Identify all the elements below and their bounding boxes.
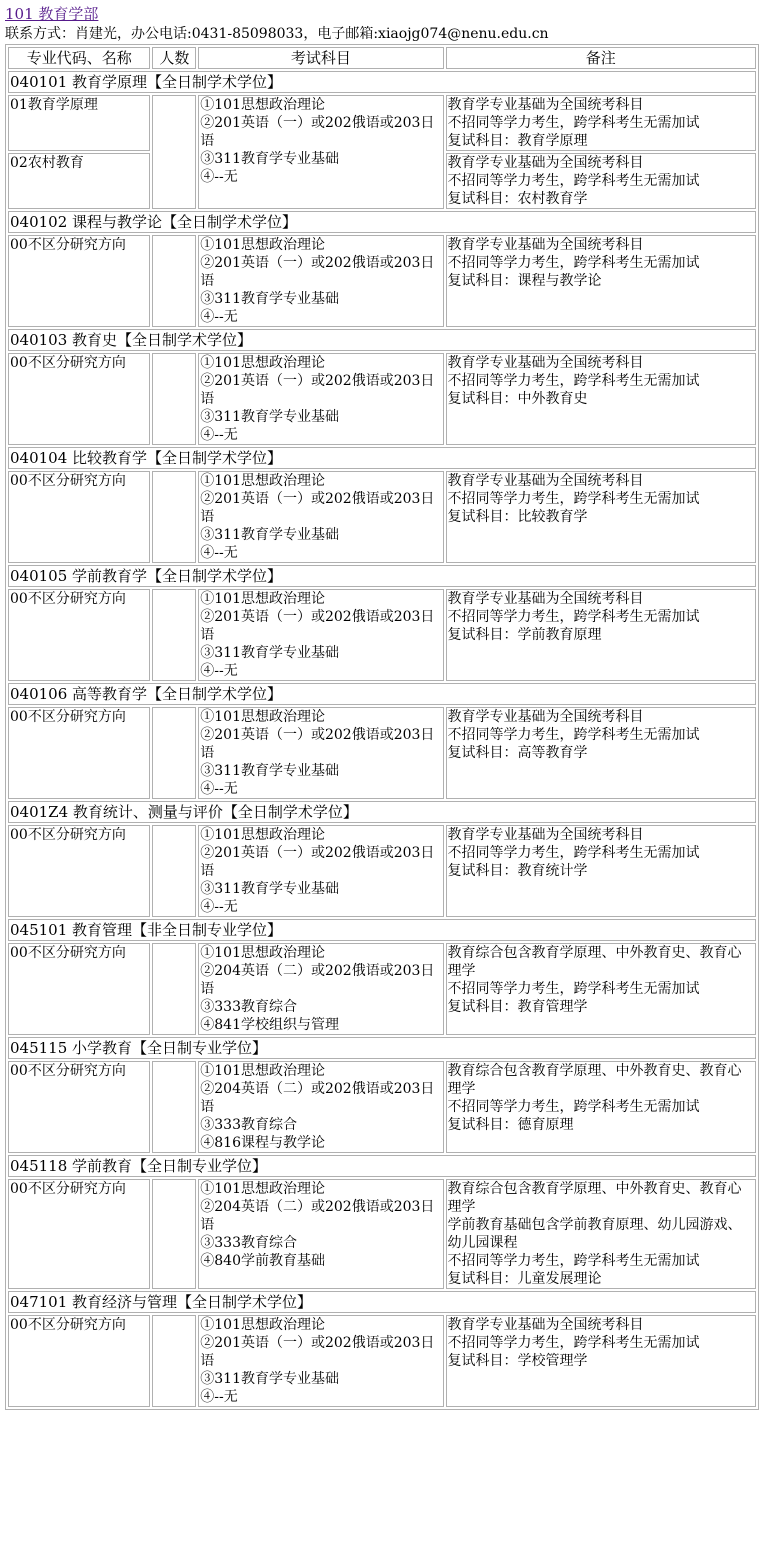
exam-subject-item: ③311教育学专业基础 — [200, 527, 339, 543]
header-major-code: 专业代码、名称 — [8, 47, 150, 69]
note-line: 教育学专业基础为全国统考科目 — [447, 1317, 644, 1333]
table-row — [8, 471, 756, 563]
table-row — [8, 1315, 756, 1407]
exam-subject-item: ①101思想政治理论 — [200, 945, 325, 961]
exam-subject-item: ②204英语（二）或202俄语或203日语 — [200, 963, 435, 997]
note-line: 教育学专业基础为全国统考科目 — [447, 97, 644, 113]
table-row — [8, 235, 756, 327]
exam-subject-item: ③311教育学专业基础 — [200, 291, 339, 307]
exam-subject-item: ①101思想政治理论 — [200, 473, 325, 489]
exam-subject-item: ③311教育学专业基础 — [200, 1371, 339, 1387]
exam-subject-item: ①101思想政治理论 — [200, 1181, 325, 1197]
header-notes: 备注 — [446, 47, 756, 69]
exam-subject-item: ③311教育学专业基础 — [200, 763, 339, 779]
exam-subject-item: ①101思想政治理论 — [200, 355, 325, 371]
header-exam-subjects: 考试科目 — [198, 47, 443, 69]
exam-subject-item: ③311教育学专业基础 — [200, 409, 339, 425]
notes-cell — [446, 1179, 756, 1289]
notes-cell — [446, 707, 756, 799]
research-direction: 00不区分研究方向 — [8, 825, 150, 917]
quota-cell — [152, 1061, 196, 1153]
quota-cell — [152, 471, 196, 563]
table-row — [8, 943, 756, 1035]
exam-subject-item: ②201英语（一）或202俄语或203日语 — [200, 255, 435, 289]
exam-subject-item: ②204英语（二）或202俄语或203日语 — [200, 1081, 435, 1115]
note-line: 不招同等学力考生，跨学科考生无需加试 — [447, 727, 700, 743]
major-title: 040102 课程与教学论【全日制学术学位】 — [8, 211, 756, 233]
table-row — [8, 95, 756, 151]
major-title: 047101 教育经济与管理【全日制学术学位】 — [8, 1291, 756, 1313]
contact-info: 联系方式：肖建光，办公电话:0431-85098033，电子邮箱:xiaojg074@nenu.edu.cn — [5, 26, 549, 42]
major-header-row — [8, 565, 756, 587]
research-direction: 00不区分研究方向 — [8, 471, 150, 563]
research-direction: 00不区分研究方向 — [8, 353, 150, 445]
note-line: 不招同等学力考生，跨学科考生无需加试 — [447, 173, 700, 189]
table-row — [8, 825, 756, 917]
quota-cell — [152, 95, 196, 209]
note-line: 教育学专业基础为全国统考科目 — [447, 591, 644, 607]
header-quota: 人数 — [152, 47, 196, 69]
major-title: 040103 教育史【全日制学术学位】 — [8, 329, 756, 351]
note-line: 教育学专业基础为全国统考科目 — [447, 355, 644, 371]
exam-subjects — [198, 1315, 443, 1407]
exam-subject-item: ②201英语（一）或202俄语或203日语 — [200, 115, 435, 149]
exam-subject-item: ①101思想政治理论 — [200, 97, 325, 113]
major-header-row — [8, 1037, 756, 1059]
note-line: 复试科目：农村教育学 — [447, 191, 588, 207]
major-title: 040104 比较教育学【全日制学术学位】 — [8, 447, 756, 469]
exam-subject-item: ③311教育学专业基础 — [200, 645, 339, 661]
department-link[interactable]: 101 教育学部 — [5, 5, 99, 23]
notes-cell — [446, 589, 756, 681]
note-line: 不招同等学力考生，跨学科考生无需加试 — [447, 255, 700, 271]
notes-cell — [446, 1315, 756, 1407]
major-title: 045115 小学教育【全日制专业学位】 — [8, 1037, 756, 1059]
research-direction: 00不区分研究方向 — [8, 1061, 150, 1153]
exam-subjects — [198, 943, 443, 1035]
exam-subject-item: ①101思想政治理论 — [200, 1063, 325, 1079]
note-line: 复试科目：儿童发展理论 — [447, 1271, 602, 1287]
exam-subject-item: ④--无 — [200, 899, 238, 915]
note-line: 复试科目：教育统计学 — [447, 863, 588, 879]
major-header-row — [8, 211, 756, 233]
note-line: 不招同等学力考生，跨学科考生无需加试 — [447, 1253, 700, 1269]
note-line: 学前教育基础包含学前教育原理、幼儿园游戏、幼儿园课程 — [447, 1217, 742, 1251]
note-line: 复试科目：教育学原理 — [447, 133, 588, 149]
major-title: 040101 教育学原理【全日制学术学位】 — [8, 71, 756, 93]
major-header-row — [8, 329, 756, 351]
exam-subjects — [198, 707, 443, 799]
table-row — [8, 353, 756, 445]
major-title: 045118 学前教育【全日制专业学位】 — [8, 1155, 756, 1177]
exam-subjects — [198, 825, 443, 917]
quota-cell — [152, 353, 196, 445]
note-line: 教育学专业基础为全国统考科目 — [447, 709, 644, 725]
note-line: 不招同等学力考生，跨学科考生无需加试 — [447, 115, 700, 131]
table-row — [8, 1179, 756, 1289]
major-header-row — [8, 1155, 756, 1177]
exam-subject-item: ①101思想政治理论 — [200, 591, 325, 607]
exam-subjects — [198, 235, 443, 327]
quota-cell — [152, 1315, 196, 1407]
major-header-row — [8, 801, 756, 823]
note-line: 不招同等学力考生，跨学科考生无需加试 — [447, 1099, 700, 1115]
major-title: 0401Z4 教育统计、测量与评价【全日制学术学位】 — [8, 801, 756, 823]
exam-subject-item: ④--无 — [200, 781, 238, 797]
major-header-row — [8, 1291, 756, 1313]
exam-subject-item: ③333教育综合 — [200, 1235, 297, 1251]
exam-subject-item: ③333教育综合 — [200, 1117, 297, 1133]
major-header-row — [8, 919, 756, 941]
exam-subjects — [198, 471, 443, 563]
note-line: 教育学专业基础为全国统考科目 — [447, 473, 644, 489]
program-table — [5, 44, 759, 1410]
major-title: 040106 高等教育学【全日制学术学位】 — [8, 683, 756, 705]
exam-subject-item: ④--无 — [200, 427, 238, 443]
note-line: 不招同等学力考生，跨学科考生无需加试 — [447, 373, 700, 389]
note-line: 不招同等学力考生，跨学科考生无需加试 — [447, 845, 700, 861]
note-line: 不招同等学力考生，跨学科考生无需加试 — [447, 1335, 700, 1351]
note-line: 复试科目：中外教育史 — [447, 391, 588, 407]
note-line: 教育综合包含教育学原理、中外教育史、教育心理学 — [447, 1181, 742, 1215]
quota-cell — [152, 707, 196, 799]
major-header-row — [8, 683, 756, 705]
note-line: 复试科目：学校管理学 — [447, 1353, 588, 1369]
exam-subject-item: ②201英语（一）或202俄语或203日语 — [200, 845, 435, 879]
exam-subjects — [198, 589, 443, 681]
exam-subjects — [198, 353, 443, 445]
exam-subject-item: ④841学校组织与管理 — [200, 1017, 339, 1033]
notes-cell — [446, 471, 756, 563]
table-body — [8, 71, 756, 1407]
exam-subject-item: ③311教育学专业基础 — [200, 881, 339, 897]
exam-subject-item: ④--无 — [200, 545, 238, 561]
research-direction: 02农村教育 — [8, 153, 150, 209]
quota-cell — [152, 943, 196, 1035]
note-line: 教育综合包含教育学原理、中外教育史、教育心理学 — [447, 945, 742, 979]
exam-subject-item: ①101思想政治理论 — [200, 827, 325, 843]
exam-subject-item: ②201英语（一）或202俄语或203日语 — [200, 1335, 435, 1369]
notes-cell — [446, 353, 756, 445]
table-row — [8, 707, 756, 799]
exam-subject-item: ②201英语（一）或202俄语或203日语 — [200, 491, 435, 525]
major-title: 040105 学前教育学【全日制学术学位】 — [8, 565, 756, 587]
note-line: 复试科目：比较教育学 — [447, 509, 588, 525]
notes-cell — [446, 943, 756, 1035]
exam-subject-item: ②201英语（一）或202俄语或203日语 — [200, 609, 435, 643]
quota-cell — [152, 589, 196, 681]
exam-subject-item: ④--无 — [200, 1389, 238, 1405]
research-direction: 00不区分研究方向 — [8, 589, 150, 681]
exam-subject-item: ④--无 — [200, 663, 238, 679]
exam-subject-item: ②201英语（一）或202俄语或203日语 — [200, 727, 435, 761]
research-direction: 00不区分研究方向 — [8, 1179, 150, 1289]
note-line: 复试科目：课程与教学论 — [447, 273, 602, 289]
notes-cell — [446, 153, 756, 209]
exam-subjects — [198, 95, 443, 209]
quota-cell — [152, 235, 196, 327]
research-direction: 00不区分研究方向 — [8, 235, 150, 327]
research-direction: 00不区分研究方向 — [8, 943, 150, 1035]
research-direction: 00不区分研究方向 — [8, 1315, 150, 1407]
note-line: 不招同等学力考生，跨学科考生无需加试 — [447, 981, 700, 997]
exam-subject-item: ②201英语（一）或202俄语或203日语 — [200, 373, 435, 407]
major-header-row — [8, 447, 756, 469]
exam-subject-item: ②204英语（二）或202俄语或203日语 — [200, 1199, 435, 1233]
quota-cell — [152, 1179, 196, 1289]
note-line: 复试科目：高等教育学 — [447, 745, 588, 761]
exam-subject-item: ①101思想政治理论 — [200, 709, 325, 725]
quota-cell — [152, 825, 196, 917]
exam-subject-item: ④--无 — [200, 309, 238, 325]
note-line: 教育学专业基础为全国统考科目 — [447, 155, 644, 171]
note-line: 不招同等学力考生，跨学科考生无需加试 — [447, 491, 700, 507]
note-line: 复试科目：教育管理学 — [447, 999, 588, 1015]
note-line: 教育学专业基础为全国统考科目 — [447, 827, 644, 843]
note-line: 不招同等学力考生，跨学科考生无需加试 — [447, 609, 700, 625]
exam-subject-item: ①101思想政治理论 — [200, 237, 325, 253]
note-line: 教育综合包含教育学原理、中外教育史、教育心理学 — [447, 1063, 742, 1097]
exam-subject-item: ③311教育学专业基础 — [200, 151, 339, 167]
notes-cell — [446, 235, 756, 327]
major-title: 045101 教育管理【非全日制专业学位】 — [8, 919, 756, 941]
research-direction: 00不区分研究方向 — [8, 707, 150, 799]
exam-subject-item: ①101思想政治理论 — [200, 1317, 325, 1333]
research-direction: 01教育学原理 — [8, 95, 150, 151]
exam-subjects — [198, 1061, 443, 1153]
page — [5, 4, 759, 1410]
table-row — [8, 1061, 756, 1153]
table-row — [8, 589, 756, 681]
notes-cell — [446, 1061, 756, 1153]
note-line: 复试科目：德育原理 — [447, 1117, 574, 1133]
major-header-row — [8, 71, 756, 93]
notes-cell — [446, 95, 756, 151]
exam-subject-item: ④816课程与教学论 — [200, 1135, 325, 1151]
notes-cell — [446, 825, 756, 917]
table-header-row — [8, 47, 756, 69]
note-line: 复试科目：学前教育原理 — [447, 627, 602, 643]
exam-subject-item: ③333教育综合 — [200, 999, 297, 1015]
note-line: 教育学专业基础为全国统考科目 — [447, 237, 644, 253]
exam-subjects — [198, 1179, 443, 1289]
exam-subject-item: ④840学前教育基础 — [200, 1253, 325, 1269]
exam-subject-item: ④--无 — [200, 169, 238, 185]
